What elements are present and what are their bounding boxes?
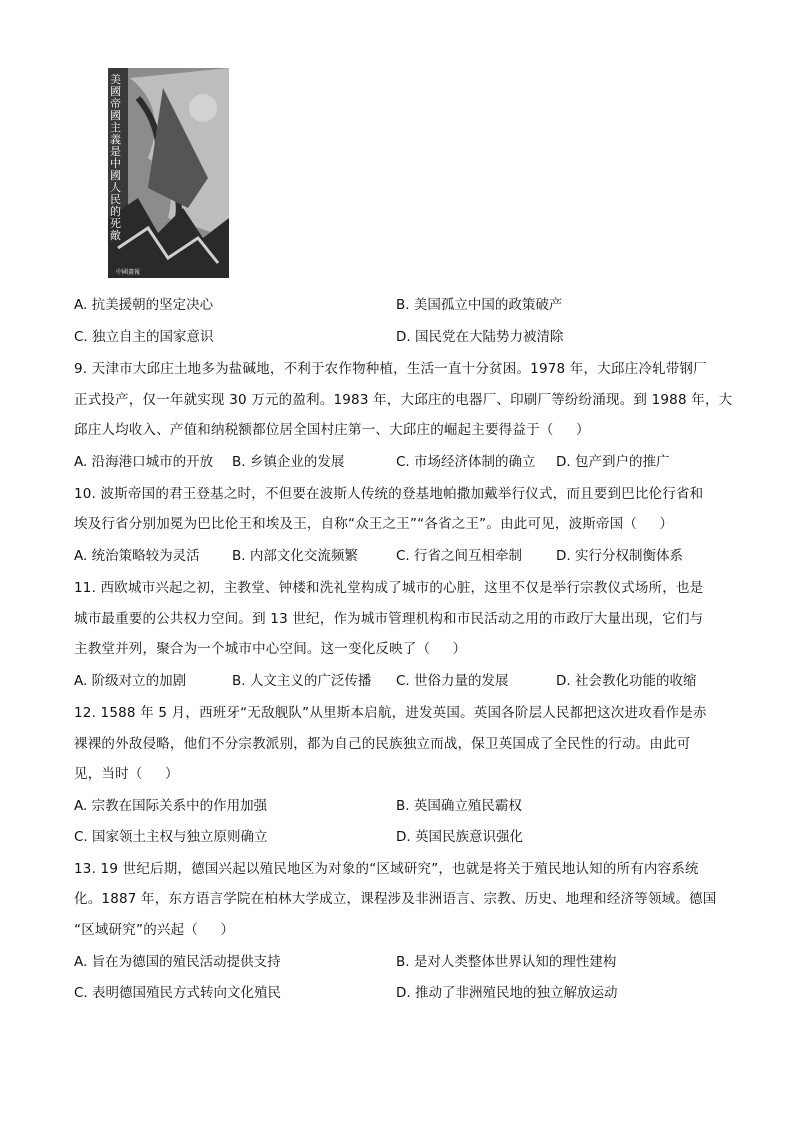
q9-stem-line: 邱庄人均收入、产值和纳税额都位居全国村庄第一、大邱庄的崛起主要得益于（ ） [74, 422, 590, 438]
q12-option-b: B. 英国确立殖民霸权 [396, 798, 522, 814]
q13-stem-line: “区域研究”的兴起（ ） [74, 922, 235, 938]
poster-title: 美國帝國主義是中國人民的死敵 [110, 73, 121, 242]
q8-option-d: D. 国民党在大陆势力被清除 [396, 329, 564, 345]
q13-option-a: A. 旨在为德国的殖民活动提供支持 [74, 954, 281, 970]
q10-option-c: C. 行省之间互相牵制 [396, 548, 523, 564]
q10-stem-line: 埃及行省分别加冕为巴比伦王和埃及王，自称“众王之王”“各省之王”。由此可见，波斯帝国（ ） [74, 516, 674, 532]
q12-option-d: D. 英国民族意识强化 [396, 829, 523, 845]
q11-stem-line: 11. 西欧城市兴起之初，主教堂、钟楼和洗礼堂构成了城市的心脏，这里不仅是举行宗教仪式场所，也是 [74, 580, 704, 596]
q9-stem-line: 正式投产，仅一年就实现 30 万元的盈利。1983 年，大邱庄的电器厂、印刷厂等纷纷涌现。到 1988 年，大 [74, 392, 733, 408]
q12-option-a: A. 宗教在国际关系中的作用加强 [74, 798, 268, 814]
q9-option-a: A. 沿海港口城市的开放 [74, 454, 214, 470]
q10-option-d: D. 实行分权制衡体系 [556, 548, 683, 564]
q10-option-b: B. 内部文化交流频繁 [232, 548, 358, 564]
q10-stem-line: 10. 波斯帝国的君王登基之时，不但要在波斯人传统的登基地帕撒加戴举行仪式，而且要到巴比伦行省和 [74, 486, 704, 502]
q13-stem-line: 13. 19 世纪后期，德国兴起以殖民地区为对象的“区域研究”，也就是将关于殖民地认知的所有内容系统 [74, 861, 699, 877]
q11-option-a: A. 阶级对立的加剧 [74, 673, 187, 689]
q11-option-c: C. 世俗力量的发展 [396, 673, 509, 689]
q12-stem-line: 裸裸的外敌侵略，他们不分宗教派别，都为自己的民族独立而战，保卫英国成了全民性的行动。由此可 [74, 736, 691, 752]
poster-image [108, 68, 229, 278]
q10-option-a: A. 统治策略较为灵活 [74, 548, 200, 564]
q8-option-b: B. 美国孤立中国的政策破产 [396, 297, 563, 313]
q13-option-b: B. 是对人类整体世界认知的理性建构 [396, 954, 617, 970]
q9-option-b: B. 乡镇企业的发展 [232, 454, 345, 470]
q11-option-b: B. 人文主义的广泛传播 [232, 673, 372, 689]
q13-stem-line: 化。1887 年，东方语言学院在柏林大学成立，课程涉及非洲语言、宗教、历史、地理和经济等领域。德国 [74, 891, 717, 907]
q11-stem-line: 城市最重要的公共权力空间。到 13 世纪，作为城市管理机构和市民活动之用的市政厅大量出现，它们与 [74, 611, 704, 627]
q13-option-c: C. 表明德国殖民方式转向文化殖民 [74, 985, 282, 1001]
q13-option-d: D. 推动了非洲殖民地的独立解放运动 [396, 985, 618, 1001]
q11-stem-line: 主教堂并列，聚合为一个城市中心空间。这一变化反映了（ ） [74, 641, 467, 657]
q12-stem-line: 12. 1588 年 5 月，西班牙“无敌舰队”从里斯本启航，进发英国。英国各阶层人民都把这次进攻看作是赤 [74, 705, 707, 721]
q12-option-c: C. 国家领土主权与独立原则确立 [74, 829, 268, 845]
q12-stem-line: 见，当时（ ） [74, 766, 179, 782]
poster-caption: 中國畫報 [116, 269, 141, 276]
q9-option-c: C. 市场经济体制的确立 [396, 454, 536, 470]
q9-option-d: D. 包产到户的推广 [556, 454, 670, 470]
q9-stem-line: 9. 天津市大邱庄土地多为盐碱地，不利于农作物种植，生活一直十分贫困。1978 年，大邱庄冷轧带钢厂 [74, 361, 707, 377]
q11-option-d: D. 社会教化功能的收缩 [556, 673, 697, 689]
q8-option-a: A. 抗美援朝的坚定决心 [74, 297, 214, 313]
q8-option-c: C. 独立自主的国家意识 [74, 329, 214, 345]
